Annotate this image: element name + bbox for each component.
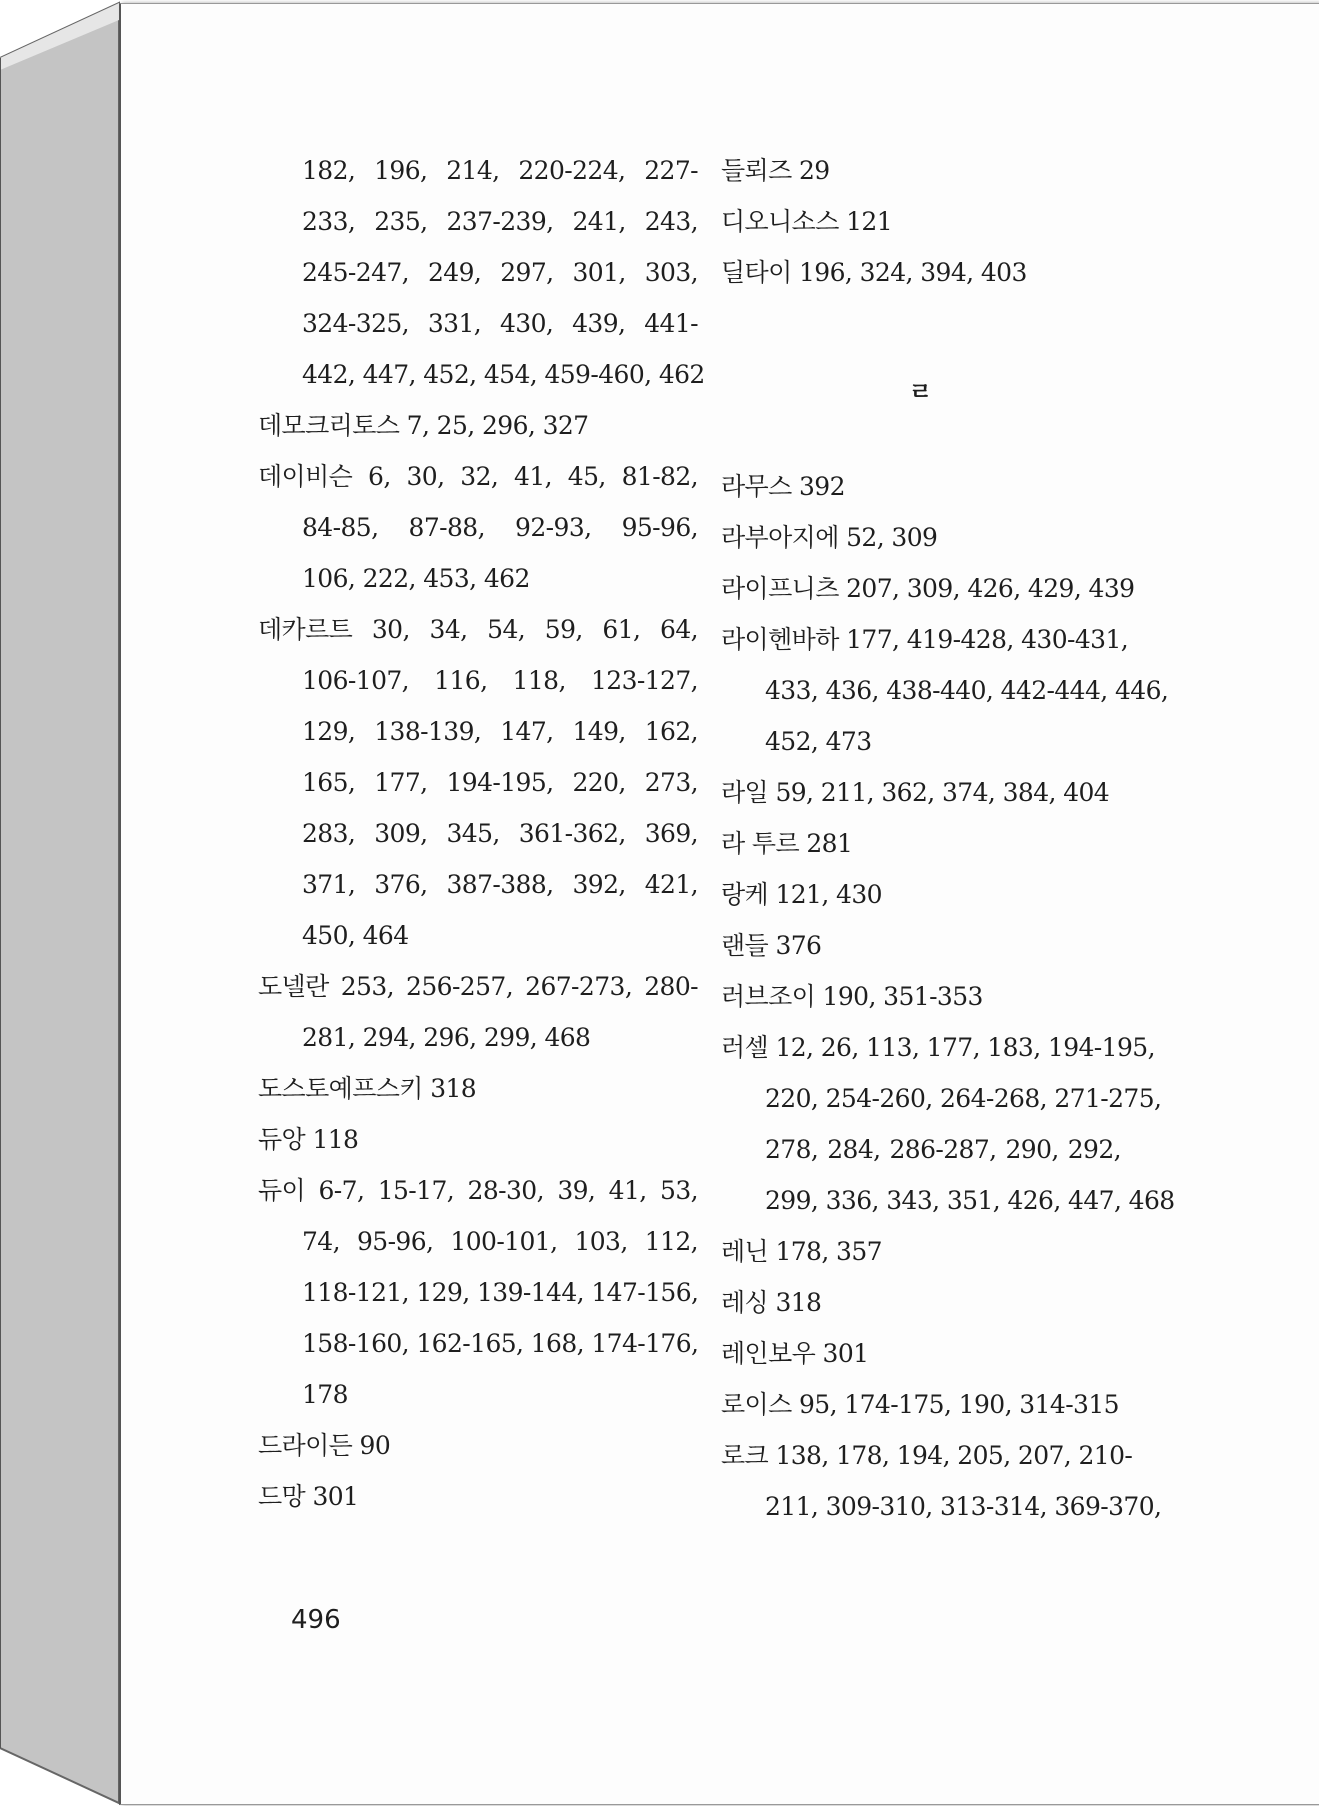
index-entry: 라 투르 281	[721, 829, 853, 858]
index-line: 452, 473	[765, 727, 872, 756]
index-line: 129, 138-139, 147, 149, 162,	[302, 717, 698, 746]
index-line: 74, 95-96, 100-101, 103, 112,	[302, 1227, 698, 1256]
index-entry: 레싱 318	[721, 1288, 822, 1317]
index-line: 299, 336, 343, 351, 426, 447, 468	[765, 1186, 1175, 1215]
index-line: 283, 309, 345, 361-362, 369,	[302, 819, 698, 848]
index-line: 106, 222, 453, 462	[302, 564, 530, 593]
index-line: 433, 436, 438-440, 442-444, 446,	[765, 676, 1169, 705]
index-entry: 데이비슨 6, 30, 32, 41, 45, 81-82,	[258, 462, 698, 491]
section-heading: ㄹ	[909, 378, 933, 406]
index-entry: 듀이 6-7, 15-17, 28-30, 39, 41, 53,	[258, 1176, 698, 1205]
index-line: 324-325, 331, 430, 439, 441-	[302, 309, 698, 338]
index-entry: 러셀 12, 26, 113, 177, 183, 194-195,	[721, 1033, 1155, 1062]
index-line: 278, 284, 286-287, 290, 292,	[765, 1135, 1121, 1164]
index-entry: 디오니소스 121	[721, 207, 893, 236]
index-line: 281, 294, 296, 299, 468	[302, 1023, 591, 1052]
index-entry: 드망 301	[258, 1482, 359, 1511]
index-entry: 도넬란 253, 256-257, 267-273, 280-	[258, 972, 698, 1001]
index-line: 84-85, 87-88, 92-93, 95-96,	[302, 513, 698, 542]
index-entry: 랜들 376	[721, 931, 822, 960]
page-number: 496	[291, 1605, 341, 1635]
index-entry: 라이헨바하 177, 419-428, 430-431,	[721, 625, 1129, 654]
index-entry: 랑케 121, 430	[721, 880, 882, 909]
index-entry: 데카르트 30, 34, 54, 59, 61, 64,	[258, 615, 698, 644]
index-line: 233, 235, 237-239, 241, 243,	[302, 207, 698, 236]
index-line: 371, 376, 387-388, 392, 421,	[302, 870, 698, 899]
index-line: 450, 464	[302, 921, 409, 950]
index-entry: 드라이든 90	[258, 1431, 391, 1460]
index-entry: 라이프니츠 207, 309, 426, 429, 439	[721, 574, 1135, 603]
index-entry: 라무스 392	[721, 472, 845, 501]
index-entry: 라부아지에 52, 309	[721, 523, 938, 552]
index-line: 211, 309-310, 313-314, 369-370,	[765, 1492, 1162, 1521]
index-line: 245-247, 249, 297, 301, 303,	[302, 258, 698, 287]
index-entry: 러브조이 190, 351-353	[721, 982, 983, 1011]
index-entry: 레닌 178, 357	[721, 1237, 882, 1266]
index-entry: 데모크리토스 7, 25, 296, 327	[258, 411, 589, 440]
index-entry: 라일 59, 211, 362, 374, 384, 404	[721, 778, 1110, 807]
index-entry: 로크 138, 178, 194, 205, 207, 210-	[721, 1441, 1133, 1470]
index-line: 178	[302, 1380, 348, 1409]
index-line: 182, 196, 214, 220-224, 227-	[302, 156, 698, 185]
index-line: 165, 177, 194-195, 220, 273,	[302, 768, 698, 797]
index-line: 118-121, 129, 139-144, 147-156,	[302, 1278, 699, 1307]
index-entry: 딜타이 196, 324, 394, 403	[721, 258, 1027, 287]
index-entry: 로이스 95, 174-175, 190, 314-315	[721, 1390, 1119, 1419]
index-entry: 도스토예프스키 318	[258, 1074, 477, 1103]
index-entry: 레인보우 301	[721, 1339, 869, 1368]
index-line: 220, 254-260, 264-268, 271-275,	[765, 1084, 1162, 1113]
index-line: 442, 447, 452, 454, 459-460, 462	[302, 360, 705, 389]
index-line: 158-160, 162-165, 168, 174-176,	[302, 1329, 699, 1358]
index-line: 106-107, 116, 118, 123-127,	[302, 666, 698, 695]
index-entry: 들뢰즈 29	[721, 156, 830, 185]
index-page	[119, 3, 1319, 1805]
index-entry: 듀앙 118	[258, 1125, 359, 1154]
